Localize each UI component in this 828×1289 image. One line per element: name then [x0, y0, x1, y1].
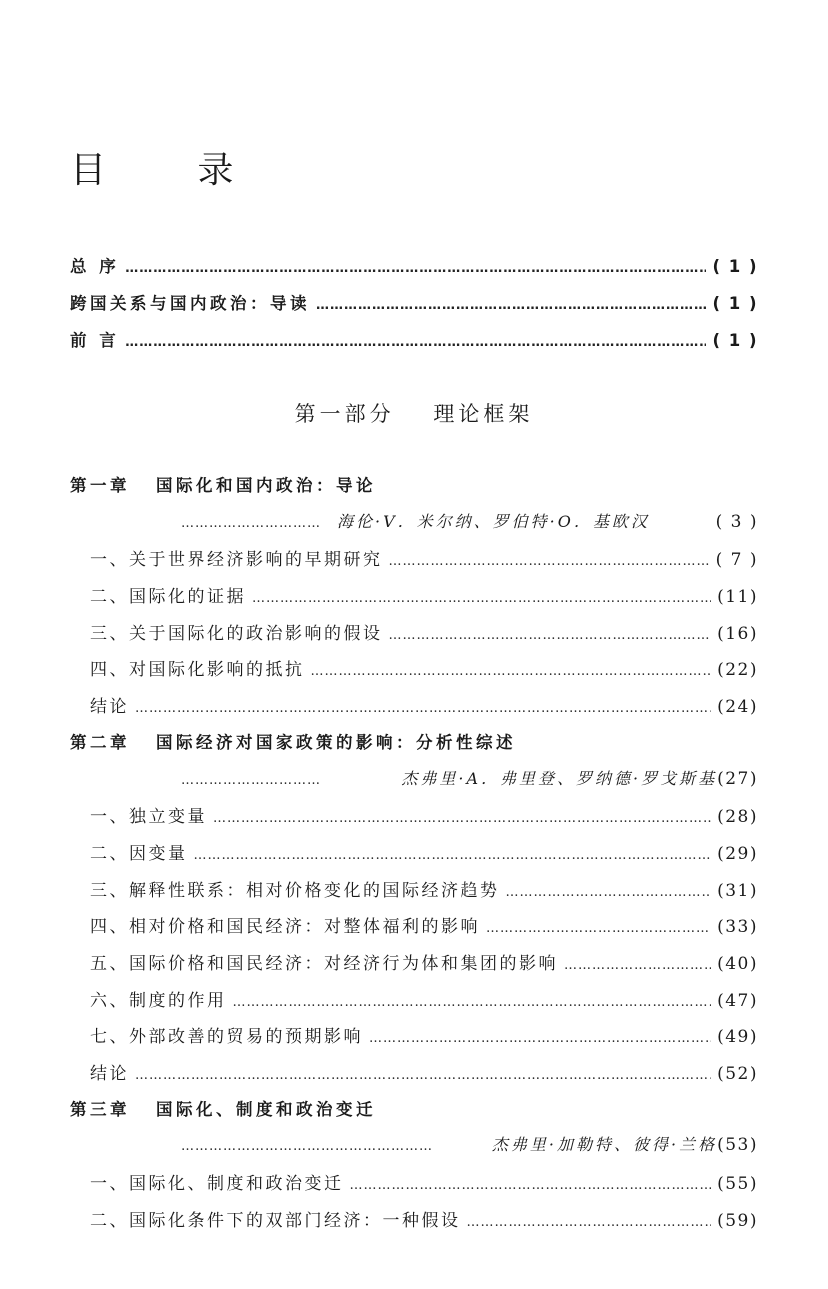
chapter-authors-row: [175, 766, 758, 792]
section-page: (31): [717, 881, 758, 901]
section-label: 七、外部改善的贸易的预期影响: [90, 1027, 363, 1047]
section-page: (11): [717, 587, 758, 607]
section-page: (22): [717, 660, 758, 680]
section-page: (40): [717, 954, 758, 974]
chapter-heading[interactable]: [70, 729, 516, 755]
toc-section[interactable]: [90, 545, 758, 571]
toc-section[interactable]: [90, 949, 758, 975]
toc-section[interactable]: [90, 802, 758, 828]
toc-section[interactable]: [90, 1169, 758, 1195]
toc-entry-preface-general[interactable]: [70, 253, 758, 279]
chapter-authors-row: [175, 1132, 758, 1158]
section-label: 一、关于世界经济影响的早期研究: [90, 550, 383, 570]
chapter-authors: 海伦·V．米尔纳、罗伯特·O．基欧汉: [337, 512, 650, 531]
part-name: 理论框架: [433, 402, 534, 426]
section-page: (59): [717, 1211, 758, 1231]
entry-page: ( 1 ): [712, 257, 758, 276]
toc-section[interactable]: [90, 876, 758, 902]
section-page: (33): [717, 917, 758, 937]
dot-leader: [506, 885, 712, 900]
dot-leader: [467, 1215, 712, 1230]
section-page: (28): [717, 807, 758, 827]
toc-section[interactable]: [90, 986, 758, 1012]
dot-leader: [135, 701, 711, 716]
section-label: 结论: [90, 697, 129, 717]
page-title: 目 录: [70, 150, 274, 191]
dot-leader: [564, 958, 711, 973]
toc-section[interactable]: [90, 1022, 758, 1048]
part-heading: [0, 398, 828, 428]
section-label: 二、国际化的证据: [90, 587, 246, 607]
chapter-number: 第一章: [70, 476, 130, 495]
entry-label: 总 序: [70, 257, 120, 276]
section-label: 三、解释性联系：相对价格变化的国际经济趋势: [90, 881, 500, 901]
chapter-authors: 杰弗里·A．弗里登、罗纳德·罗戈斯基: [401, 769, 718, 788]
dot-leader: [369, 1031, 711, 1046]
dot-leader: [135, 1068, 711, 1083]
dot-leader: [181, 1139, 431, 1154]
dot-leader: [181, 773, 321, 788]
section-label: 结论: [90, 1064, 129, 1084]
dot-leader: [194, 848, 712, 863]
dot-leader: [389, 554, 710, 569]
dot-leader: [233, 995, 712, 1010]
section-page: (29): [717, 844, 758, 864]
chapter-title: 国际经济对国家政策的影响：分析性综述: [156, 733, 516, 752]
chapter-authors-row: [175, 509, 758, 535]
part-number: 第一部分: [294, 402, 395, 426]
chapter-heading[interactable]: [70, 472, 376, 498]
section-label: 五、国际价格和国民经济：对经济行为体和集团的影响: [90, 954, 558, 974]
dot-leader: [125, 335, 706, 350]
entry-label: 跨国关系与国内政治：导读: [70, 294, 310, 313]
entry-page: ( 1 ): [712, 331, 758, 350]
dot-leader: [311, 664, 712, 679]
chapter-number: 第三章: [70, 1100, 130, 1119]
dot-leader: [181, 516, 321, 531]
section-label: 二、国际化条件下的双部门经济：一种假设: [90, 1211, 461, 1231]
dot-leader: [350, 1178, 712, 1193]
toc-section[interactable]: [90, 1206, 758, 1232]
dot-leader: [213, 811, 711, 826]
section-label: 二、因变量: [90, 844, 188, 864]
section-label: 三、关于国际化的政治影响的假设: [90, 624, 383, 644]
dot-leader: [486, 921, 711, 936]
chapter-heading[interactable]: [70, 1096, 376, 1122]
toc-section[interactable]: [90, 839, 758, 865]
section-label: 四、对国际化影响的抵抗: [90, 660, 305, 680]
section-label: 一、国际化、制度和政治变迁: [90, 1174, 344, 1194]
entry-page: (27): [717, 769, 758, 789]
dot-leader: [125, 261, 706, 276]
entry-page: ( 3 ): [715, 512, 758, 532]
entry-page: (53): [717, 1135, 758, 1155]
section-page: (55): [717, 1174, 758, 1194]
toc-section[interactable]: [90, 912, 758, 938]
toc-section[interactable]: [90, 582, 758, 608]
section-page: (49): [717, 1027, 758, 1047]
section-page: (16): [717, 624, 758, 644]
chapter-title: 国际化、制度和政治变迁: [156, 1100, 376, 1119]
dot-leader: [389, 628, 712, 643]
toc-section[interactable]: [90, 692, 758, 718]
dot-leader: [316, 298, 706, 313]
section-label: 六、制度的作用: [90, 991, 227, 1011]
chapter-authors: 杰弗里·加勒特、彼得·兰格: [491, 1135, 718, 1154]
chapter-number: 第二章: [70, 733, 130, 752]
toc-section[interactable]: [90, 1059, 758, 1085]
toc-entry-foreword[interactable]: [70, 327, 758, 353]
section-label: 四、相对价格和国民经济：对整体福利的影响: [90, 917, 480, 937]
dot-leader: [252, 591, 711, 606]
section-label: 一、独立变量: [90, 807, 207, 827]
entry-page: ( 1 ): [712, 294, 758, 313]
toc-section[interactable]: [90, 619, 758, 645]
section-page: ( 7 ): [715, 550, 758, 570]
section-page: (47): [717, 991, 758, 1011]
section-page: (52): [717, 1064, 758, 1084]
chapter-title: 国际化和国内政治：导论: [156, 476, 376, 495]
entry-label: 前 言: [70, 331, 120, 350]
toc-entry-guide[interactable]: [70, 290, 758, 316]
toc-section[interactable]: [90, 655, 758, 681]
section-page: (24): [717, 697, 758, 717]
